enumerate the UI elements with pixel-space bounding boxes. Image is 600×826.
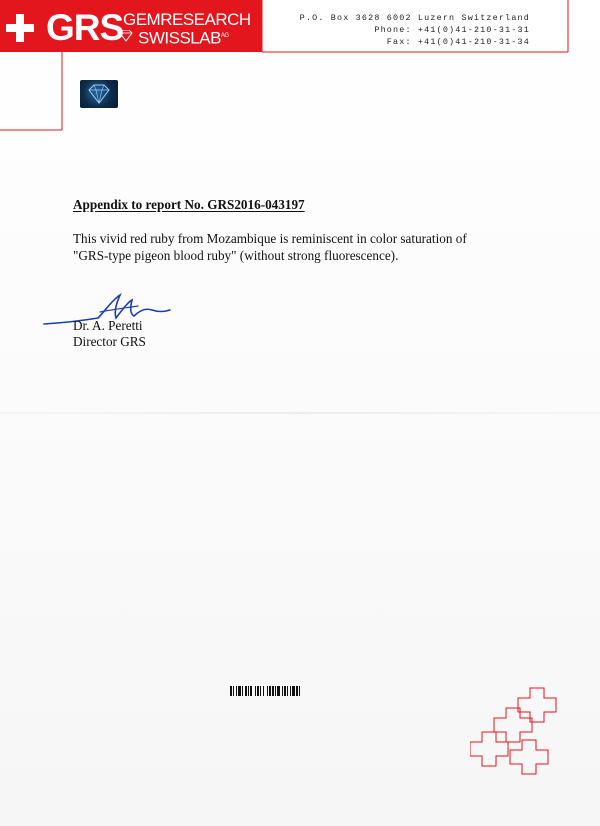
appendix-body (73, 230, 513, 264)
swiss-cross-icon (6, 14, 34, 42)
phone-line: Phone: +41(0)41-210-31-31 (374, 25, 530, 35)
fax-line: Fax: +41(0)41-210-31-34 (386, 37, 530, 47)
logo-line1: GEMRESEARCH (123, 10, 251, 29)
signatory-title: Director GRS (73, 334, 146, 349)
appendix-content (73, 197, 513, 264)
address-line: P.O. Box 3628 6002 Luzern Switzerland (299, 13, 530, 23)
signatory-name: Dr. A. Peretti (73, 318, 143, 333)
barcode (230, 686, 336, 696)
logo-bar (0, 0, 262, 52)
appendix-heading: Appendix to report No. GRS2016-043197 (73, 197, 305, 212)
grs-cross-pattern-icon (470, 686, 560, 786)
gem-icon (118, 30, 134, 42)
contact-block (290, 12, 530, 48)
diamond-hologram-icon (80, 80, 118, 108)
logo-line2: $SWISSLAB^{AG}$ (138, 28, 229, 48)
logo-mark: GRS (46, 7, 124, 48)
appendix-line-2: "GRS-type pigeon blood ruby" (without strong fluorescence). (73, 248, 399, 263)
appendix-line-1: This vivid red ruby from Mozambique is reminiscent in color saturation of (73, 231, 467, 246)
